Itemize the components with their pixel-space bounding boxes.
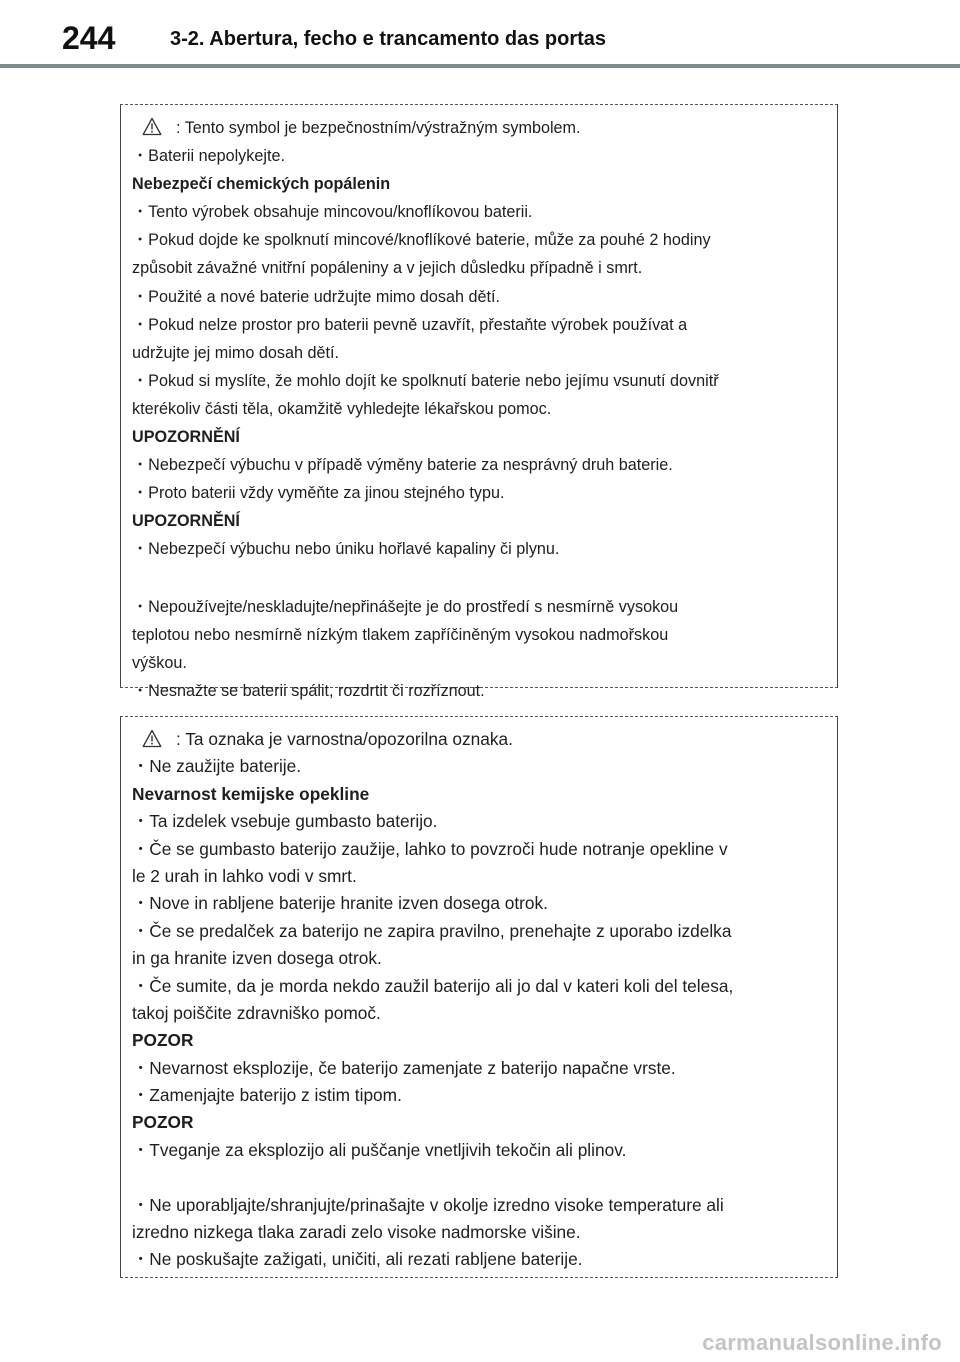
warning-symbol-line: [132, 114, 829, 142]
blank-line: [132, 564, 829, 593]
text-line: ・Pokud si myslíte, že mohlo dojít ke spolknutí baterie nebo jejímu vsunutí dovnitř: [132, 371, 719, 390]
czech-warning-text: [132, 114, 829, 705]
warning-symbol-text: : Ta oznaka je varnostna/opozorilna oznaka.: [176, 729, 513, 749]
text-line: takoj poiščite zdravniško pomoč.: [132, 1002, 381, 1023]
text-line: ・Tento výrobek obsahuje mincovou/knoflíkovou baterii.: [132, 203, 533, 222]
text-line: ・Če se gumbasto baterijo zaužije, lahko to povzroči hude notranje opekline v: [132, 838, 728, 859]
text-line: kterékoliv části těla, okamžitě vyhledejte lékařskou pomoc.: [132, 399, 552, 418]
text-line: izredno nizkega tlaka zaradi zelo visoke nadmorske višine.: [132, 1222, 581, 1243]
text-line: ・Použité a nové baterie udržujte mimo dosah dětí.: [132, 287, 501, 306]
page-header: [0, 0, 960, 70]
text-line: ・Baterii nepolykejte.: [132, 147, 285, 166]
warning-triangle-icon: [142, 729, 162, 756]
text-line: výškou.: [132, 653, 187, 672]
text-line: in ga hranite izven dosega otrok.: [132, 948, 382, 969]
blank-line: [132, 1164, 829, 1191]
slovene-warning-text: [132, 726, 829, 1274]
warning-symbol-text: : Tento symbol je bezpečnostním/výstražným symbolem.: [176, 119, 581, 137]
section-heading: Nebezpečí chemických popálenin: [132, 175, 391, 194]
text-line: ・Proto baterii vždy vyměňte za jinou stejného typu.: [132, 484, 505, 503]
text-line: ・Nebezpečí výbuchu nebo úniku hořlavé kapaliny či plynu.: [132, 540, 560, 559]
text-line: ・Nesnažte se baterii spálit, rozdrtit či rozříznout.: [132, 681, 485, 700]
section-heading: UPOZORNĚNÍ: [132, 428, 240, 447]
section-heading: UPOZORNĚNÍ: [132, 512, 240, 531]
text-line: ・Nevarnost eksplozije, če baterijo zamenjate z baterijo napačne vrste.: [132, 1057, 676, 1078]
warning-symbol-line: [132, 726, 829, 753]
text-line: ・Nepoužívejte/neskladujte/nepřinášejte je do prostředí s nesmírně vysokou: [132, 597, 679, 616]
text-line: ・Zamenjajte baterijo z istim tipom.: [132, 1085, 402, 1106]
text-line: ・Pokud dojde ke spolknutí mincové/knoflíkové baterie, může za pouhé 2 hodiny: [132, 231, 711, 250]
text-line: teplotou nebo nesmírně nízkým tlakem zapříčiněným vysokou nadmořskou: [132, 625, 669, 644]
slovene-warning-box: [120, 716, 838, 1278]
warning-triangle-icon: [142, 117, 162, 145]
chapter-title: 3-2. Abertura, fecho e trancamento das portas: [170, 28, 607, 50]
text-line: ・Tveganje za eksplozijo ali puščanje vnetljivih tekočin ali plinov.: [132, 1139, 627, 1160]
text-line: ・Ne uporabljajte/shranjujte/prinašajte v okolje izredno visoke temperature ali: [132, 1194, 724, 1215]
header-divider: [0, 64, 960, 68]
text-line: ・Če sumite, da je morda nekdo zaužil baterijo ali jo dal v kateri koli del telesa,: [132, 975, 734, 996]
text-line: udržujte jej mimo dosah dětí.: [132, 343, 339, 362]
page-number: 244: [62, 20, 116, 56]
text-line: ・Ne poskušajte zažigati, uničiti, ali rezati rabljene baterije.: [132, 1249, 583, 1270]
text-line: ・Če se predalček za baterijo ne zapira pravilno, prenehajte z uporabo izdelka: [132, 920, 732, 941]
watermark: carmanualsonline.info: [702, 1330, 942, 1355]
text-line: ・Nove in rabljene baterije hranite izven dosega otrok.: [132, 893, 548, 914]
text-line: ・Ta izdelek vsebuje gumbasto baterijo.: [132, 811, 438, 832]
text-line: způsobit závažné vnitřní popáleniny a v jejich důsledku případně i smrt.: [132, 259, 643, 278]
text-line: ・Nebezpečí výbuchu v případě výměny baterie za nesprávný druh baterie.: [132, 456, 673, 475]
section-heading: POZOR: [132, 1112, 194, 1133]
czech-warning-box: [120, 104, 838, 700]
section-heading: POZOR: [132, 1030, 194, 1051]
section-heading: Nevarnost kemijske opekline: [132, 783, 370, 804]
text-line: ・Pokud nelze prostor pro baterii pevně uzavřít, přestaňte výrobek používat a: [132, 315, 688, 334]
text-line: le 2 urah in lahko vodi v smrt.: [132, 865, 357, 886]
text-line: ・Ne zaužijte baterije.: [132, 756, 302, 777]
